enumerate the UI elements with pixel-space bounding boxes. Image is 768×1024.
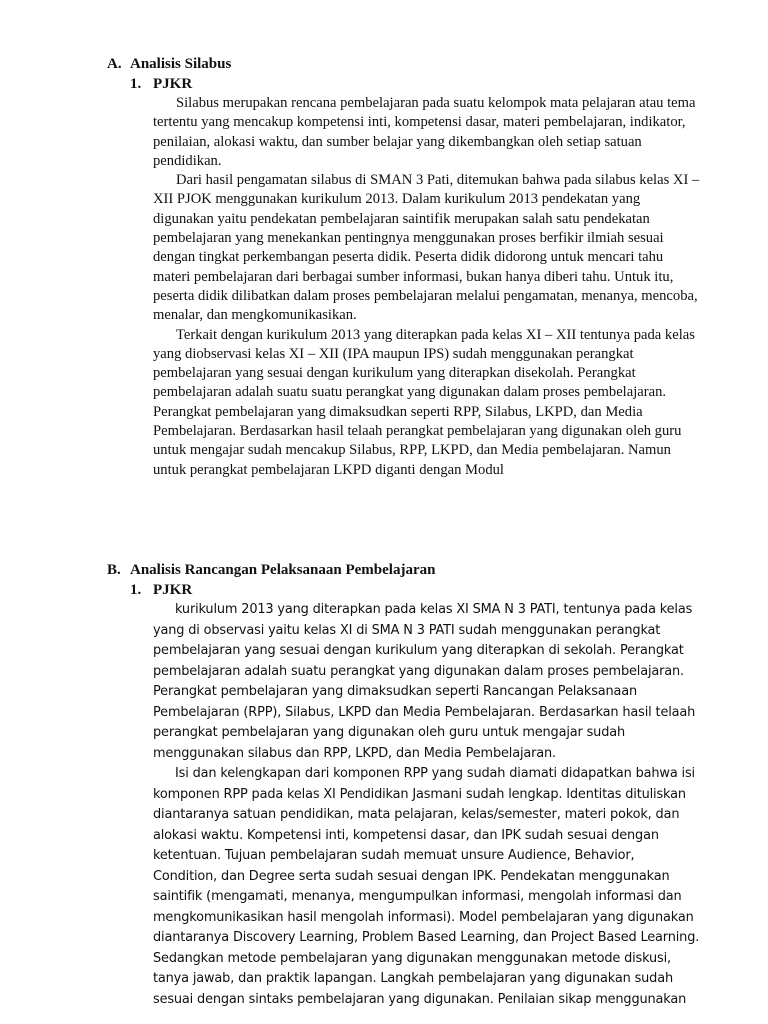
section-a-letter: A. bbox=[107, 56, 122, 72]
section-b-title: Analisis Rancangan Pelaksanaan Pembelajaran bbox=[130, 562, 436, 578]
section-a-sub-title: PJKR bbox=[153, 76, 193, 92]
section-b-sub-number: 1. bbox=[130, 582, 142, 598]
section-a-paragraph: Terkait dengan kurikulum 2013 yang diterapkan pada kelas XI – XII tentunya pada kelas yang diobservasi kelas XI – XII (IPA maupun IPS) sudah menggunakan perangkat pembelajaran yang sesuai dengan kurikulum yang diterapkan disekolah. Perangkat pembelajaran adalah suatu suatu perangkat yang digunakan dalam proses pembelajaran. Perangkat pembelajaran yang dimaksudkan seperti RPP, Silabus, LKPD, dan Media Pembelajaran. Berdasarkan hasil telaah perangkat pembelajaran yang digunakan oleh guru untuk mengajar sudah mencakup Silabus, RPP, LKPD, dan Media pembelajaran. Namun untuk perangkat pembelajaran LKPD diganti dengan Modul bbox=[153, 326, 695, 478]
section-b-body bbox=[153, 600, 701, 1010]
section-b-heading bbox=[107, 561, 435, 580]
section-a-title: Analisis Silabus bbox=[130, 56, 232, 72]
section-b-paragraph: Isi dan kelengkapan dari komponen RPP yang sudah diamati didapatkan bahwa isi komponen RPP pada kelas XI Pendidikan Jasmani sudah lengkap. Identitas dituliskan diantaranya satuan pendidikan, mata pelajaran, kelas/semester, materi pokok, dan alokasi waktu. Kompetensi inti, kompetensi dasar, dan IPK sudah sesuai dengan ketentuan. Tujuan pembelajaran sudah memuat unsure Audience, Behavior, Condition, dan Degree serta sudah sesuai dengan IPK. Pendekatan menggunakan saintifik (mengamati, menanya, mengumpulkan informasi, mengolah informasi dan mengkomunikasikan hasil mengolah informasi). Model pembelajaran yang digunakan diantaranya Discovery Learning, Problem Based Learning, dan Project Based Learning. Sedangkan metode pembelajaran yang digunakan menggunakan metode diskusi, tanya jawab, dan praktik lapangan. Langkah pembelajaran yang digunakan sudah sesuai dengan sintaks pembelajaran yang digunakan. Penilaian sikap menggunakan bbox=[153, 766, 700, 1007]
section-b-sub-title: PJKR bbox=[153, 582, 193, 598]
section-a-body bbox=[153, 94, 701, 480]
section-b-subheading bbox=[130, 581, 192, 600]
section-b-paragraph: kurikulum 2013 yang diterapkan pada kelas XI SMA N 3 PATI, tentunya pada kelas yang di observasi yaitu kelas XI di SMA N 3 PATI sudah menggunakan perangkat pembelajaran yang sesuai dengan kurikulum yang diterapkan di sekolah. Perangkat pembelajaran adalah suatu perangkat yang digunakan dalam proses pembelajaran. Perangkat pembelajaran yang dimaksudkan seperti Rancangan Pelaksanaan Pembelajaran (RPP), Silabus, LKPD dan Media Pembelajaran. Berdasarkan hasil telaah perangkat pembelajaran yang digunakan oleh guru untuk mengajar sudah menggunakan silabus dan RPP, LKPD, dan Media Pembelajaran. bbox=[153, 602, 696, 761]
section-a-heading bbox=[107, 55, 231, 74]
section-b-letter: B. bbox=[107, 562, 121, 578]
section-a-paragraph: Dari hasil pengamatan silabus di SMAN 3 Pati, ditemukan bahwa pada silabus kelas XI – XII PJOK menggunakan kurikulum 2013. Dalam kurikulum 2013 pendekatan yang digunakan yaitu pendekatan pembelajaran saintifik merupakan salah satu pendekatan pembelajaran yang menekankan pentingnya menggunakan proses berfikir ilmiah sesuai dengan tingkat perkembangan peserta didik. Peserta didik didorong untuk mencari tahu materi pembelajaran dari berbagai sumber informasi, bukan hanya diberi tahu. Untuk itu, peserta didik dilibatkan dalam proses pembelajaran melalui pengamatan, menanya, mencoba, menalar, dan mengkomunikasikan. bbox=[153, 172, 700, 324]
section-a-subheading bbox=[130, 75, 192, 94]
section-a-sub-number: 1. bbox=[130, 76, 142, 92]
section-a-paragraph: Silabus merupakan rencana pembelajaran pada suatu kelompok mata pelajaran atau tema tertentu yang mencakup kompetensi inti, kompetensi dasar, materi pembelajaran, indikator, penilaian, alokasi waktu, dan sumber belajar yang dikembangkan oleh setiap satuan pendidikan. bbox=[153, 95, 696, 169]
